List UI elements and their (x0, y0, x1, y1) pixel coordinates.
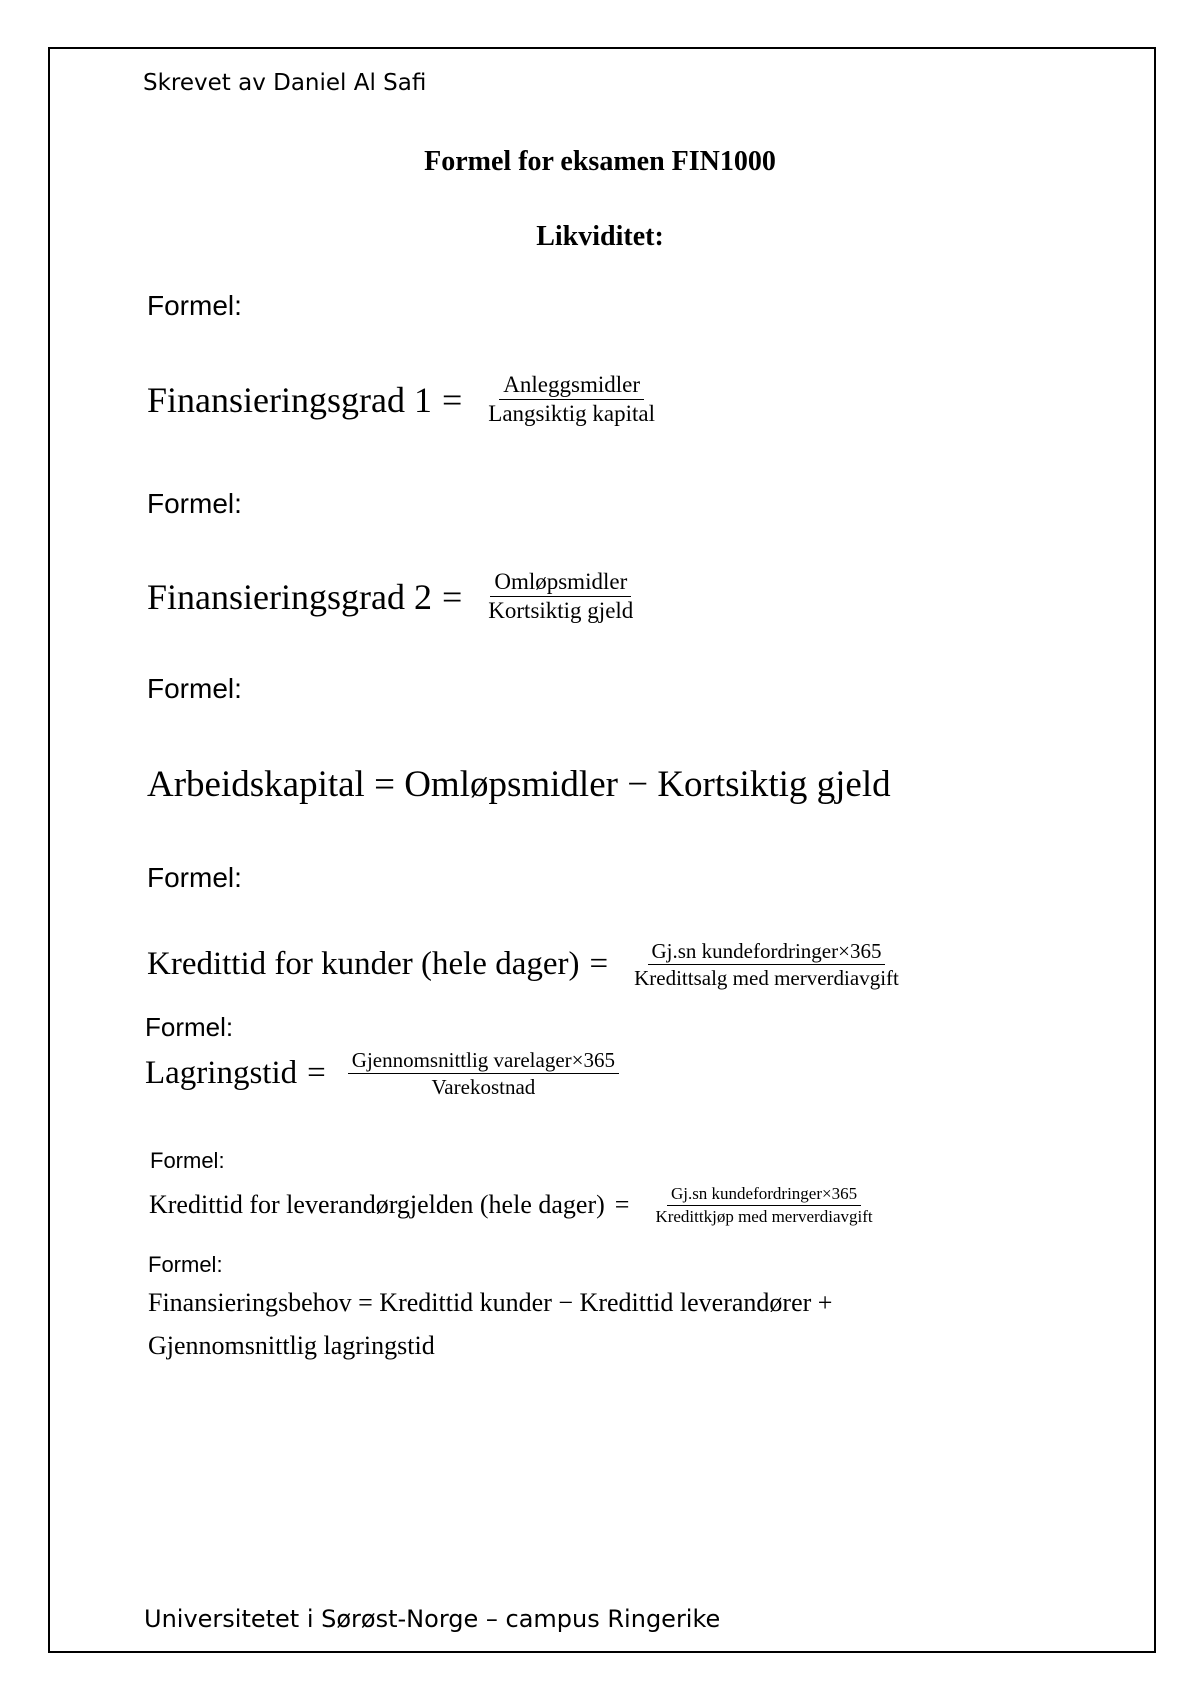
numerator: Omløpsmidler (490, 570, 631, 597)
section-heading: Likviditet: (536, 221, 664, 252)
fraction (484, 570, 637, 623)
formula-label: Formel: (147, 488, 242, 519)
equals-sign: = (441, 576, 463, 617)
denominator: Kortsiktig gjeld (488, 598, 634, 624)
formula-arbeidskapital: Arbeidskapital = Omløpsmidler − Kortsiktig gjeld (147, 764, 891, 805)
footer-institution: Universitetet i Sørøst-Norge – campus Ringerike (144, 1605, 721, 1633)
equals-sign: = (307, 1055, 326, 1092)
formula-label: Formel: (145, 1012, 234, 1042)
formula-lhs: Kredittid for leverandørgjelden (hele dager) (149, 1190, 605, 1220)
numerator: Gj.sn kundefordringer×365 (667, 1185, 861, 1206)
fraction (484, 373, 659, 426)
document-title: Formel for eksamen FIN1000 (424, 146, 776, 177)
formula-label: Formel: (150, 1148, 225, 1173)
formula-finansieringsgrad-1 (147, 373, 659, 426)
formula-lhs: Finansieringsgrad 1 (147, 379, 432, 420)
formula-lhs: Finansieringsgrad 2 (147, 576, 432, 617)
formula-finansieringsbehov-line-2: Gjennomsnittlig lagringstid (148, 1331, 435, 1360)
numerator: Gj.sn kundefordringer×365 (648, 940, 886, 965)
fraction (348, 1049, 619, 1098)
formula-label: Formel: (147, 862, 242, 893)
numerator: Anleggsmidler (499, 373, 644, 400)
formula-lhs: Kredittid for kunder (hele dager) (147, 946, 580, 983)
formula-finansieringsgrad-2 (147, 570, 637, 623)
fraction (651, 1185, 876, 1226)
numerator: Gjennomsnittlig varelager×365 (348, 1049, 619, 1074)
formula-kredittid-kunder (147, 940, 903, 989)
formula-lagringstid (145, 1049, 619, 1098)
fraction (630, 940, 903, 989)
denominator: Varekostnad (431, 1075, 536, 1100)
formula-lhs: Lagringstid (145, 1055, 298, 1092)
formula-label: Formel: (147, 673, 242, 704)
equals-sign: = (441, 379, 463, 420)
formula-kredittid-leverandorgjeld (149, 1185, 877, 1226)
page-border (48, 47, 1156, 1653)
formula-finansieringsbehov-line-1: Finansieringsbehov = Kredittid kunder − Kredittid leverandører + (148, 1288, 833, 1317)
denominator: Kredittsalg med merverdiavgift (634, 966, 899, 991)
formula-label: Formel: (148, 1252, 223, 1277)
denominator: Kredittkjøp med merverdiavgift (655, 1206, 873, 1226)
denominator: Langsiktig kapital (488, 401, 655, 427)
formula-label: Formel: (147, 290, 242, 321)
equals-sign: = (614, 1190, 630, 1220)
author-header: Skrevet av Daniel Al Safi (143, 70, 427, 96)
equals-sign: = (589, 946, 609, 983)
